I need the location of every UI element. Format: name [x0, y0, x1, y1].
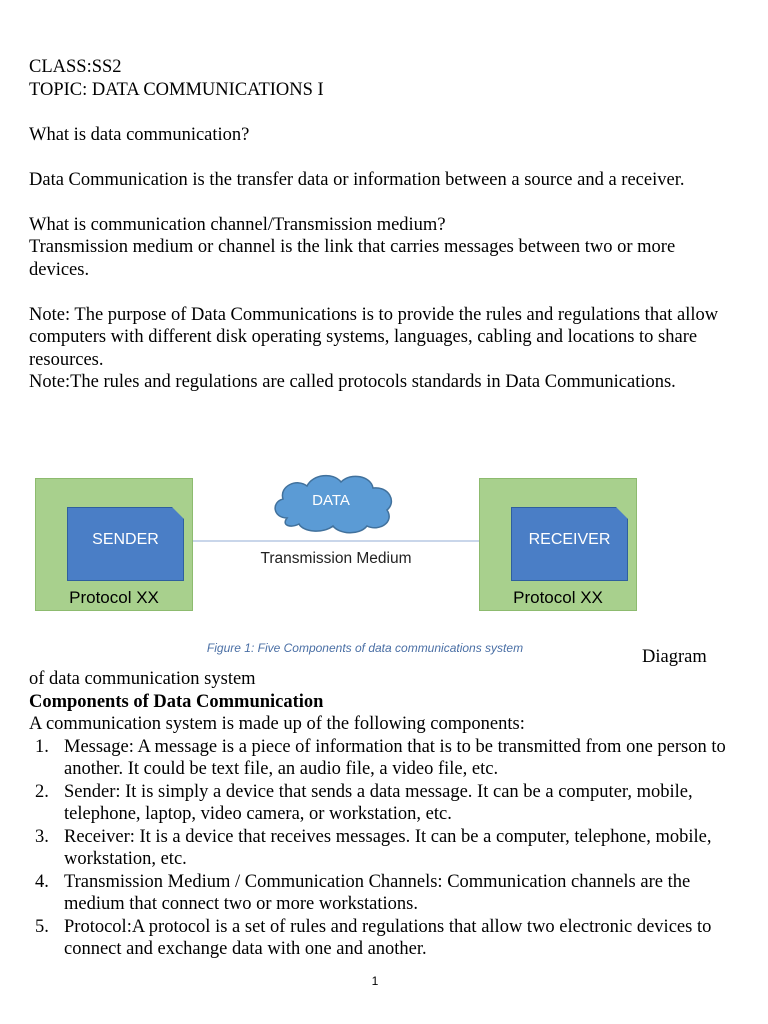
- question-transmission-medium: What is communication channel/Transmission medium?: [29, 214, 446, 235]
- figure-caption: Figure 1: Five Components of data communications system: [206, 641, 524, 655]
- data-communication-diagram: [35, 476, 639, 664]
- transmission-line: [193, 540, 479, 542]
- list-number: 5.: [35, 916, 49, 937]
- diagram-caption-continuation: of data communication system: [29, 669, 256, 689]
- answer-data-communication: Data Communication is the transfer data or information between a source and a receiver.: [29, 169, 685, 190]
- transmission-medium-label: Transmission Medium: [260, 550, 412, 567]
- note-purpose: Note: The purpose of Data Communications is to provide the rules and regulations that allow computers with different disk operating systems, languages, cabling and locations to share resources.: [29, 304, 719, 370]
- sender-node: [35, 478, 193, 611]
- list-text: Transmission Medium / Communication Channels: Communication channels are the medium that connect two or more workstations.: [64, 871, 691, 914]
- class-line: CLASS:SS2: [29, 57, 122, 77]
- components-intro: A communication system is made up of the following components:: [29, 714, 525, 734]
- components-heading: Components of Data Communication: [29, 691, 324, 712]
- list-number: 4.: [35, 871, 49, 892]
- sender-protocol-label: Protocol XX: [69, 588, 159, 607]
- receiver-protocol-label: Protocol XX: [513, 588, 603, 607]
- list-text: Protocol:A protocol is a set of rules and regulations that allow two electronic devices to connect and exchange data with one and another.: [64, 916, 712, 959]
- list-text: Sender: It is simply a device that sends a data message. It can be a computer, mobile, telephone, laptop, video camera, or workstation, etc.: [64, 781, 693, 824]
- list-item: [29, 736, 739, 781]
- question-data-communication: What is data communication?: [29, 124, 250, 145]
- note-protocols: Note:The rules and regulations are called protocols standards in Data Communications.: [29, 372, 676, 392]
- list-text: Receiver: It is a device that receives messages. It can be a computer, telephone, mobile, workstation, etc.: [64, 826, 712, 869]
- sender-box: SENDER: [67, 507, 184, 581]
- list-number: 2.: [35, 781, 49, 802]
- receiver-node: [479, 478, 637, 611]
- list-number: 1.: [35, 736, 49, 757]
- topic-line: TOPIC: DATA COMMUNICATIONS I: [29, 79, 324, 100]
- components-section: [29, 668, 739, 961]
- document-body: [29, 56, 729, 394]
- list-item: [29, 871, 739, 916]
- receiver-box: RECEIVER: [511, 507, 628, 581]
- components-list: [29, 736, 739, 961]
- list-item: [29, 916, 739, 961]
- data-cloud-label: DATA: [312, 492, 350, 509]
- answer-transmission-medium: Transmission medium or channel is the link that carries messages between two or more devices.: [29, 237, 676, 280]
- page-number: 1: [371, 974, 379, 988]
- list-text: Message: A message is a piece of information that is to be transmitted from one person to another. It could be text file, an audio file, a video file, etc.: [64, 736, 726, 779]
- list-number: 3.: [35, 826, 49, 847]
- list-item: [29, 781, 739, 826]
- list-item: [29, 826, 739, 871]
- diagram-word: Diagram: [642, 647, 707, 667]
